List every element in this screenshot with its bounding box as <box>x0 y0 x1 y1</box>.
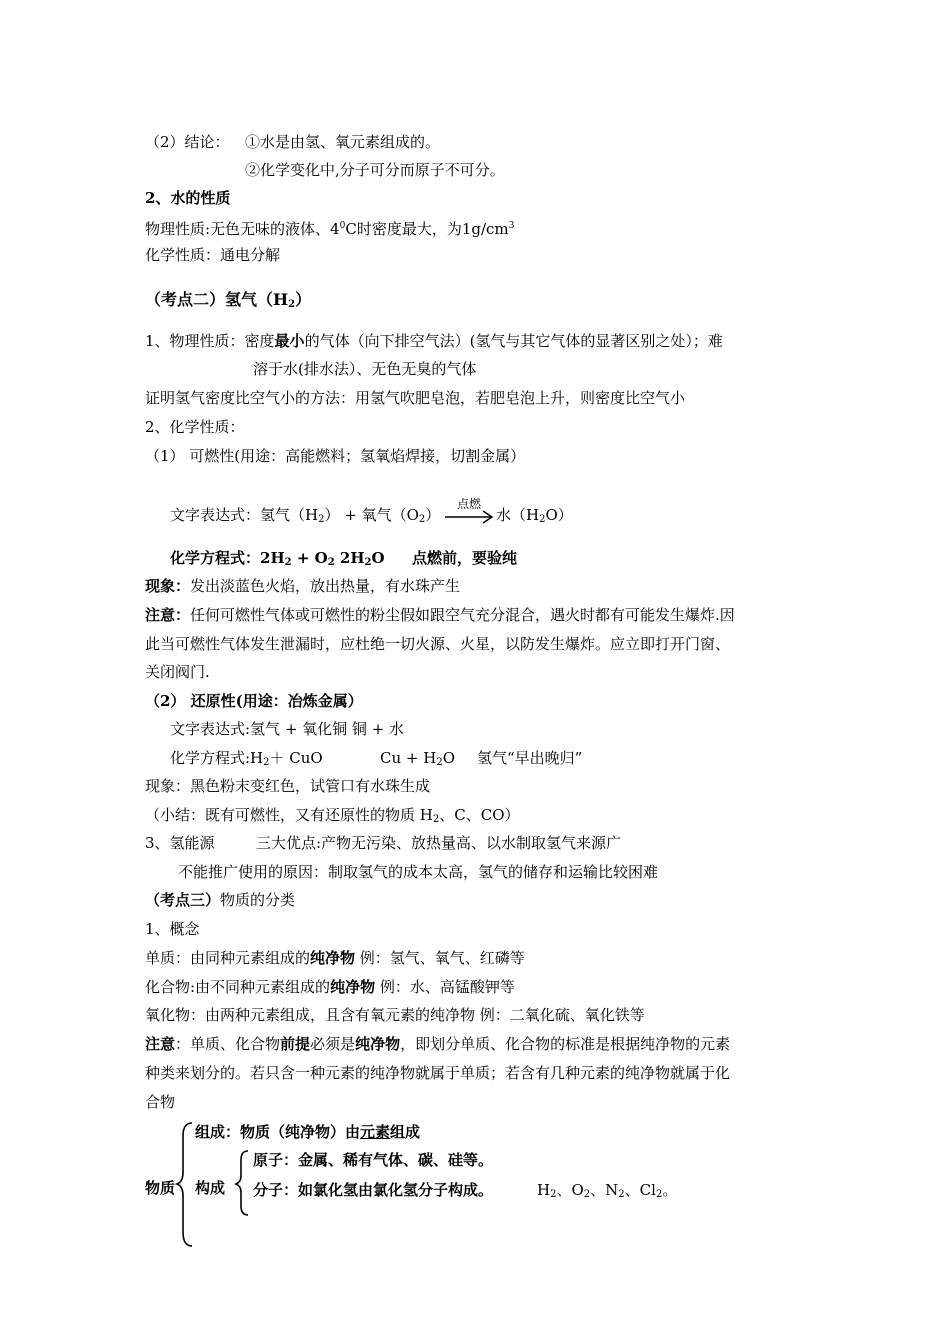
classification-note-line-1: 注意：单质、化合物前提必须是纯净物，即划分单质、化合物的标准是根据纯净物的元素 <box>145 1035 731 1053</box>
water-properties-heading: 2、水的性质 <box>145 189 231 207</box>
reduction-phenomenon: 现象：黑色粉末变红色，试管口有水珠生成 <box>145 777 431 795</box>
combustion-safety-note: 点燃前，要验纯 <box>412 549 518 567</box>
combustion-warning-line-1: 注意：任何可燃性气体或可燃性的粉尘假如跟空气充分混合，遇火时都有可能发生爆炸.因 <box>145 606 735 624</box>
definition-compound: 化合物:由不同种元素组成的纯净物 例：水、高锰酸钾等 <box>145 978 515 996</box>
hydrogen-energy-advantages: 三大优点:产物无污染、放热量高、以水制取氢气来源广 <box>256 834 622 852</box>
hydrogen-density-proof: 证明氢气密度比空气小的方法：用氢气吹肥皂泡，若肥皂泡上升，则密度比空气小 <box>145 389 686 407</box>
tree-root-substance: 物质 <box>145 1179 176 1197</box>
water-chemical-property: 化学性质：通电分解 <box>145 246 281 264</box>
reducibility-label: （2） 还原性(用途：冶炼金属） <box>145 692 363 710</box>
reduction-word-equation: 文字表达式:氢气 + 氧化铜 铜 + 水 <box>170 720 405 738</box>
water-physical-property: 物理性质:无色无味的液体、$4^0C$时密度最大，为$1g/cm^3$ <box>145 220 515 238</box>
reaction-arrow-icon <box>445 510 495 524</box>
ignite-condition: 点燃 <box>457 497 482 511</box>
combustion-phenomenon: 现象：发出淡蓝色火焰，放出热量，有水珠产生 <box>145 577 461 595</box>
combustion-warning-line-2: 此当可燃性气体发生泄漏时，应杜绝一切火源、火星，以防发生爆炸。应立即打开门窗、 <box>145 635 731 653</box>
reduction-chemical-equation: 化学方程式$:H_2+$ CuO <box>170 749 323 768</box>
combustibility-label: （1） 可燃性(用途：高能燃料；氢氧焰焊接，切割金属） <box>145 447 526 465</box>
tree-atom-branch: 原子：金属、稀有气体、碳、硅等。 <box>253 1151 494 1169</box>
reduction-products: $Cu + H_2O$ <box>380 749 456 768</box>
tree-molecule-branch: 分子：如氯化氢由氯化氢分子构成。 <box>253 1181 494 1199</box>
tree-molecule-examples: $H_2$、$O_2$、$N_2$、$Cl_2$。 <box>537 1181 678 1200</box>
conclusion-item-1: ①水是由氢、氧元素组成的。 <box>245 133 441 151</box>
definition-oxide: 氧化物：由两种元素组成，且含有氧元素的纯净物 例：二氧化硫、氧化铁等 <box>145 1006 645 1024</box>
reduction-mnemonic: 氢气“早出晚归” <box>477 749 583 767</box>
combustion-warning-line-3: 关闭阀门. <box>145 663 210 681</box>
classification-section-title: （考点三）物质的分类 <box>145 891 296 909</box>
classification-concept-heading: 1、概念 <box>145 920 200 938</box>
classification-note-line-2: 种类来划分的。若只含一种元素的纯净物就属于单质；若含有几种元素的纯净物就属于化 <box>145 1064 731 1082</box>
hydrogen-physical-property-cont: 溶于水(排水法）、无色无臭的气体 <box>253 360 477 378</box>
hydrogen-physical-property: 1、物理性质：密度最小的气体（向下排空气法）(氢气与其它气体的显著区别之处）；难 <box>145 332 723 350</box>
hydrogen-summary: （小结：既有可燃性，又有还原性的物质 $H_2$、C、CO） <box>145 806 520 825</box>
hydrogen-chemical-heading: 2、化学性质： <box>145 418 245 436</box>
hydrogen-section-title: （考点二）氢气$(H_2)$ <box>145 290 312 310</box>
combustion-word-product: 水$(H_2O)$ <box>496 506 573 525</box>
combustion-chemical-equation: 化学方程式：$2H_2 + O_2$ $2H_2O$ <box>170 549 385 568</box>
combustion-word-equation: 文字表达式：氢气$(H_2)$ + 氧气$(O_2)$ <box>170 506 441 525</box>
definition-element: 单质：由同种元素组成的纯净物 例：氢气、氧气、红磷等 <box>145 949 525 967</box>
tree-composition: 组成：物质（纯净物）由元素组成 <box>195 1123 421 1141</box>
classification-note-line-3: 合物 <box>145 1093 176 1111</box>
conclusion-label: （2）结论： <box>145 133 230 151</box>
hydrogen-energy-heading: 3、氢能源 <box>145 834 215 852</box>
hydrogen-energy-limitations: 不能推广使用的原因：制取氢气的成本太高，氢气的储存和运输比较困难 <box>178 863 659 881</box>
inner-brace-icon <box>234 1148 252 1218</box>
conclusion-item-2: ②化学变化中,分子可分而原子不可分。 <box>245 161 505 179</box>
outer-brace-icon <box>174 1120 196 1250</box>
tree-structure-label: 构成 <box>195 1179 226 1197</box>
